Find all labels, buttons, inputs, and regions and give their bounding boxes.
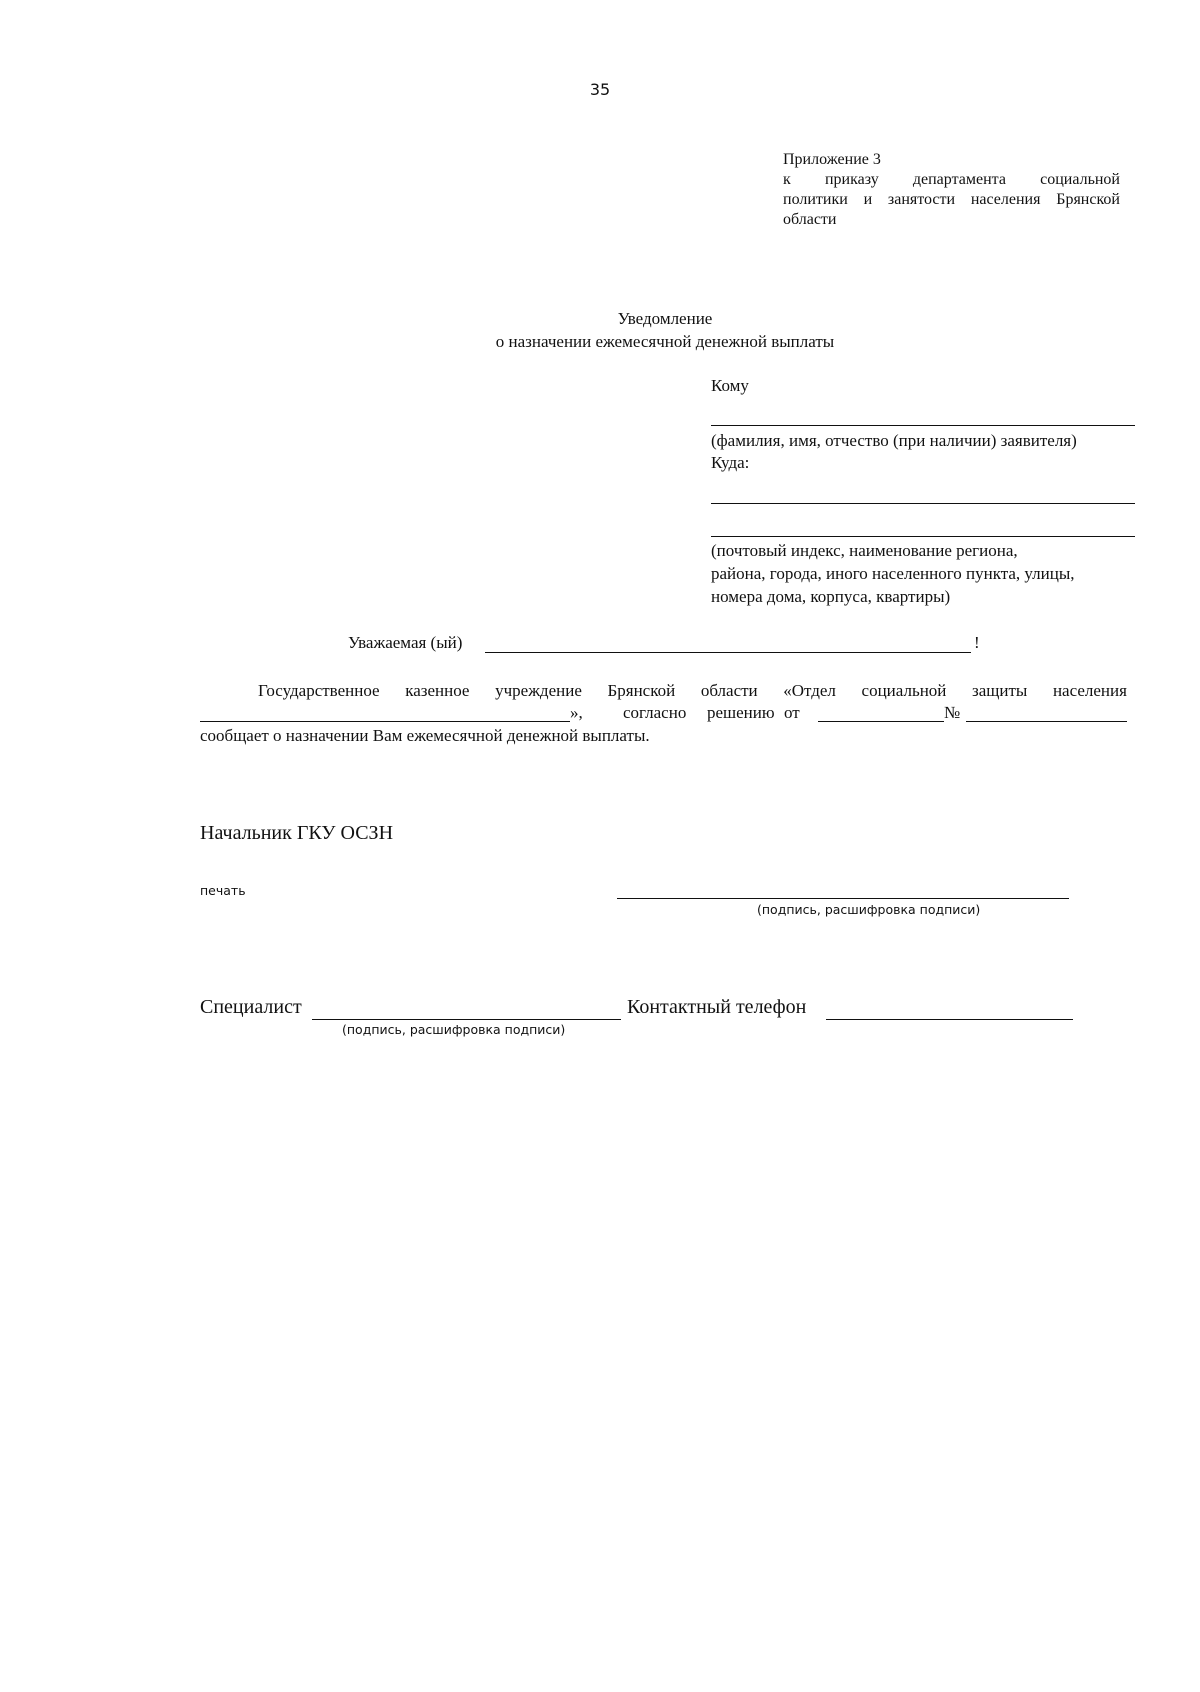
department-name-line[interactable] [200,721,570,722]
appendix-word: Брянской [1056,191,1120,208]
document-title [0,307,1200,353]
greeting-name-line[interactable] [485,652,971,653]
phone-line[interactable] [826,1019,1073,1020]
appendix-word: занятости [887,191,956,208]
appendix-line-1: Приложение 3 [783,151,881,168]
greeting-end: ! [974,633,980,652]
recipient-name-hint: (фамилия, имя, отчество (при наличии) заявителя) [711,431,1077,450]
appendix-word: социальной [1040,171,1120,188]
body-word-decision: решению [707,703,775,722]
page-number: 35 [589,80,611,99]
recipient-name-line[interactable] [711,425,1135,426]
appendix-line-4: области [783,211,837,228]
appendix-line-2 [783,170,1120,190]
quote-close: », [570,703,583,722]
greeting-label: Уважаемая (ый) [348,633,463,652]
title-line-1: Уведомление [617,309,713,328]
body-word-agreeing: согласно [623,703,687,722]
body-word: защиты [972,681,1028,700]
body-line-1 [258,681,1127,701]
head-signature-hint: (подпись, расшифровка подписи) [757,902,981,917]
stamp-label: печать [200,883,246,898]
appendix-word: к [783,171,791,188]
specialist-signature-line[interactable] [312,1019,621,1020]
appendix-word: департамента [912,171,1006,188]
to-label: Кому [711,376,749,395]
appendix-word: и [863,191,873,208]
number-sign: № [944,703,961,722]
appendix-word: населения [970,191,1041,208]
specialist-signature-hint: (подпись, расшифровка подписи) [342,1022,566,1037]
head-signature-line[interactable] [617,898,1069,899]
address-line-2[interactable] [711,536,1135,537]
body-word: Государственное [258,681,380,700]
decision-number-line[interactable] [966,721,1127,722]
where-label: Куда: [711,453,750,472]
specialist-label: Специалист [200,996,302,1018]
address-hint-3: номера дома, корпуса, квартиры) [711,587,951,606]
body-word-from: от [784,703,800,722]
body-word: Брянской [607,681,676,700]
body-word: «Отдел [783,681,836,700]
appendix-block [783,150,1120,230]
decision-date-line[interactable] [818,721,944,722]
body-word: учреждение [495,681,582,700]
address-hint-2: района, города, иного населенного пункта, улицы, [711,564,1075,583]
body-word: населения [1052,681,1127,700]
address-hint-1: (почтовый индекс, наименование региона, [711,541,1018,560]
body-word: области [700,681,758,700]
head-title: Начальник ГКУ ОСЗН [200,822,394,844]
body-word: казенное [405,681,470,700]
body-word: социальной [861,681,947,700]
appendix-line-3 [783,190,1120,210]
appendix-word: политики [783,191,848,208]
body-line-3: сообщает о назначении Вам ежемесячной денежной выплаты. [200,726,650,745]
title-line-2: о назначении ежемесячной денежной выплаты [495,332,835,351]
appendix-word: приказу [824,171,879,188]
address-line-1[interactable] [711,503,1135,504]
phone-label: Контактный телефон [627,996,807,1018]
